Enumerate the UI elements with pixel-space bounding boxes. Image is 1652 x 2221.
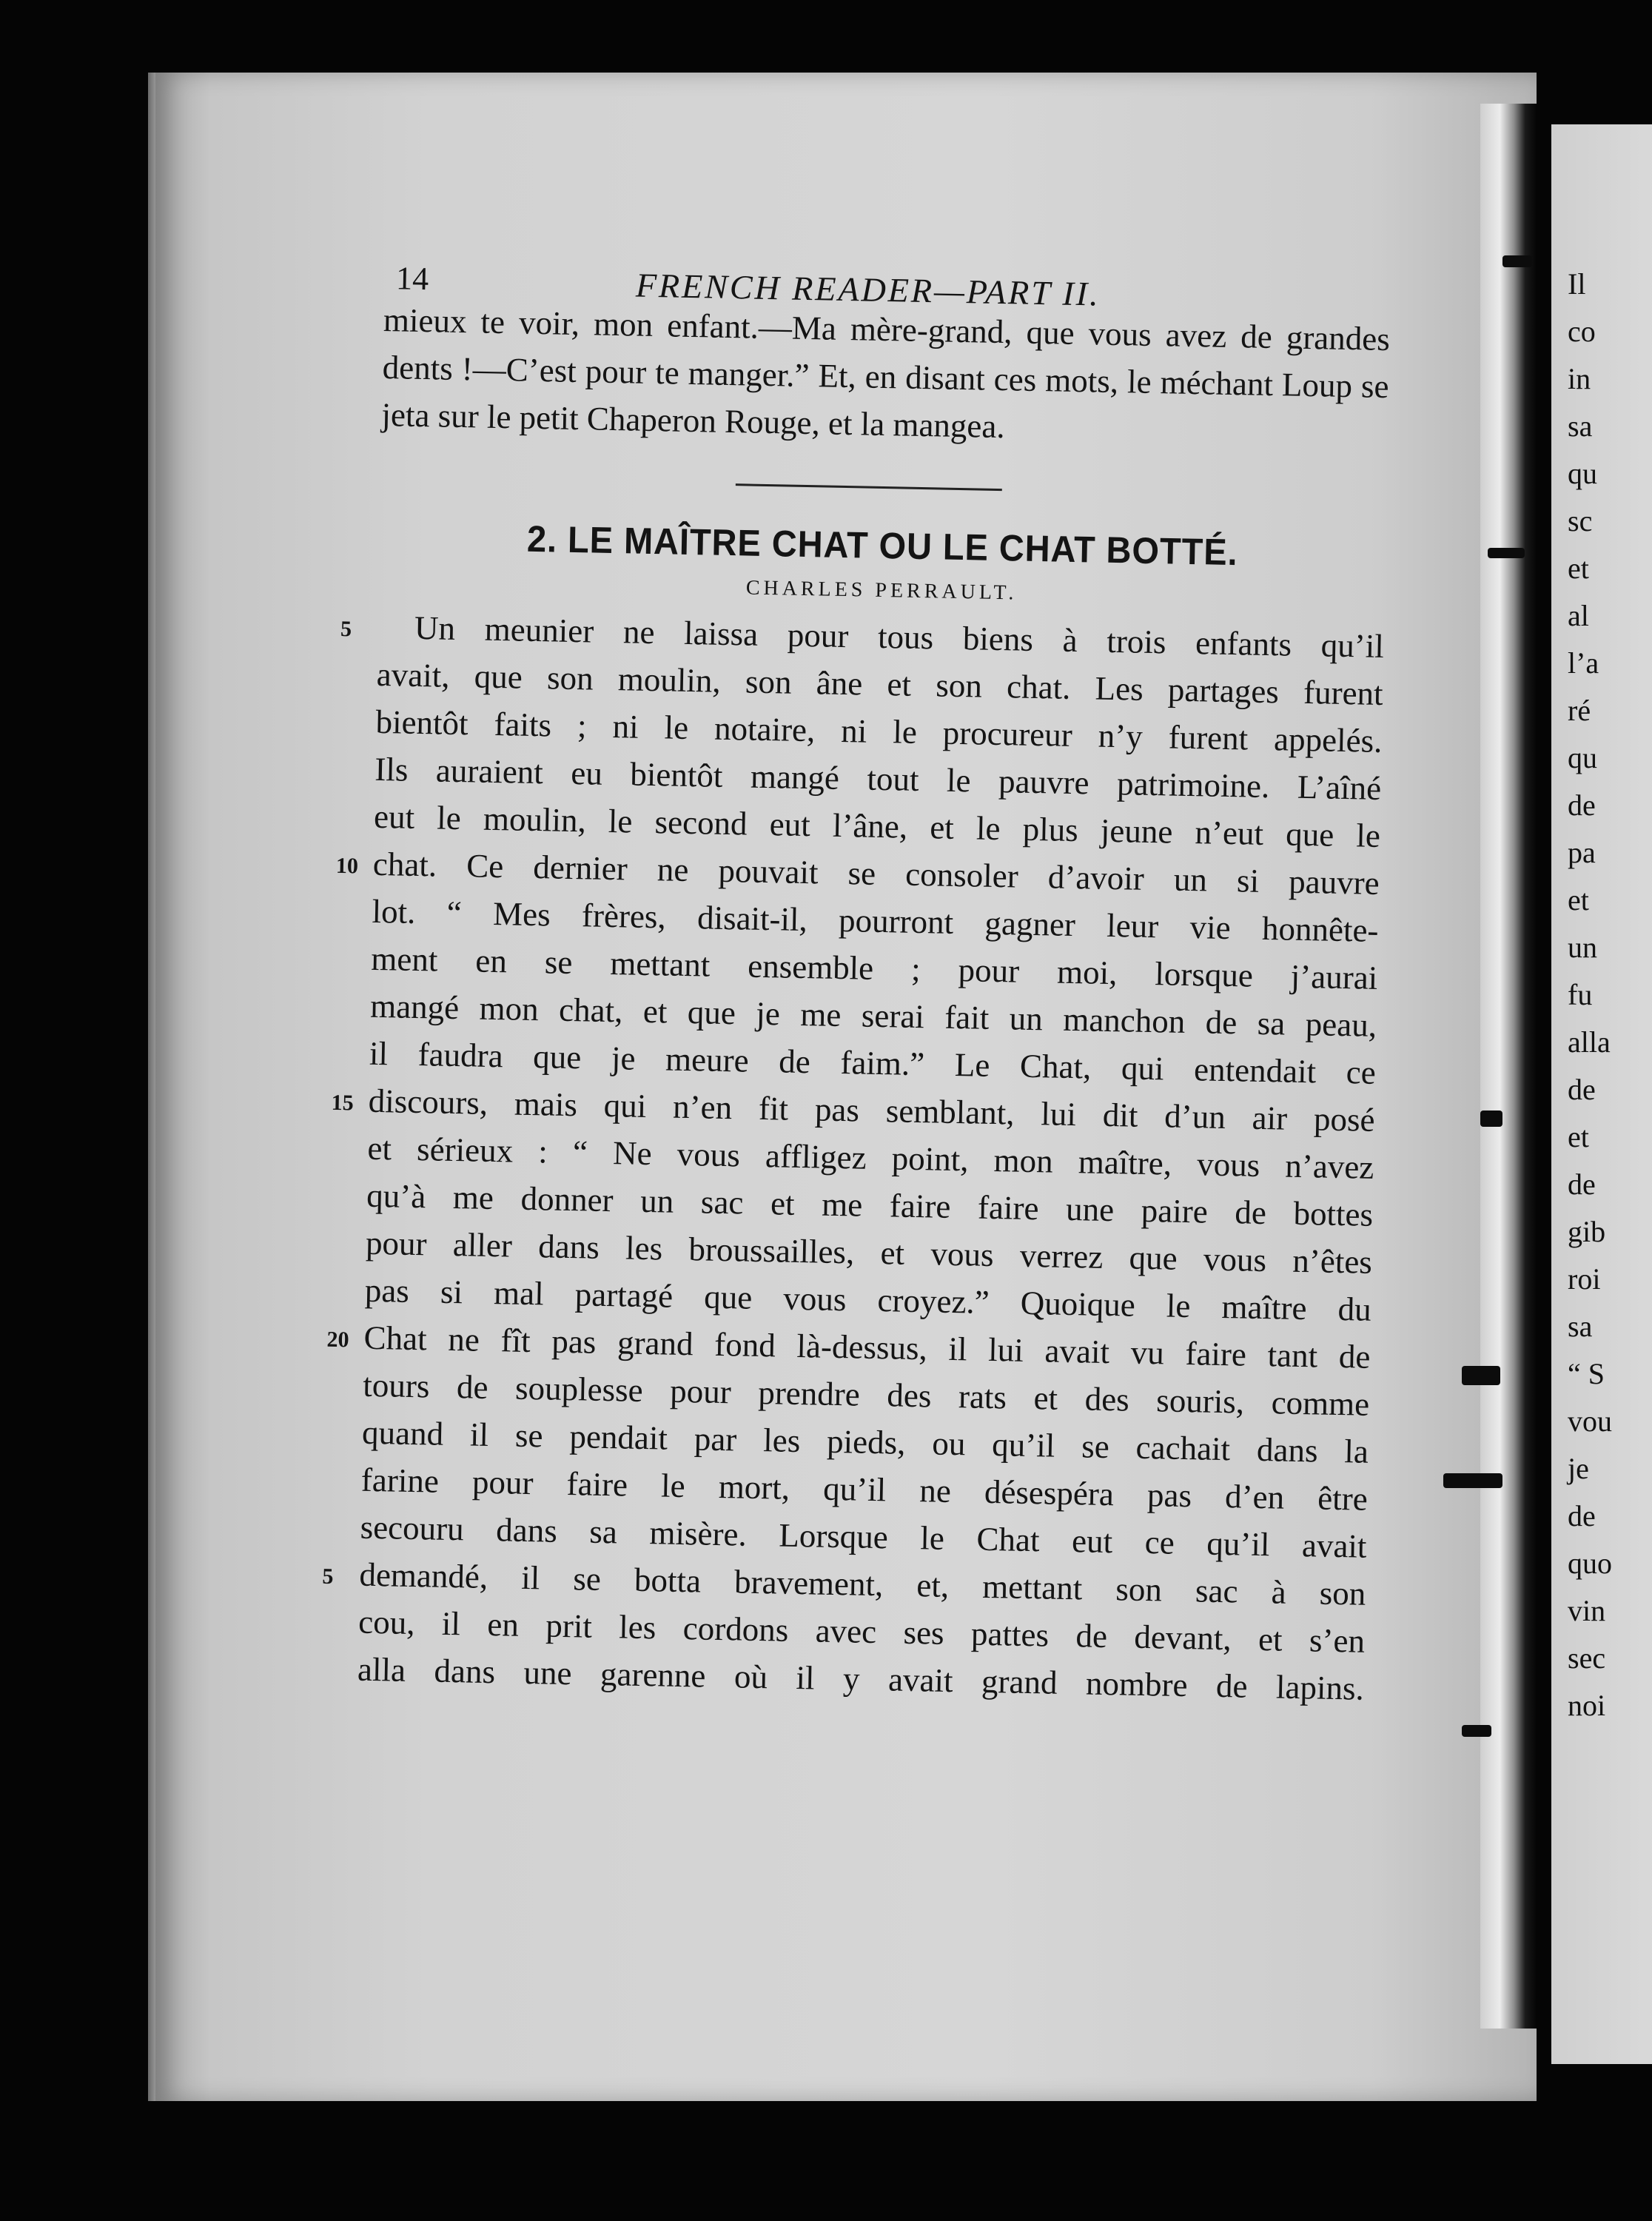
line-text: et sérieux : “ Ne vous affligez point, mon maître, vous n’avez (367, 1129, 1374, 1186)
facing-page-fragment: “ S (1568, 1357, 1605, 1390)
line-text: avait, que son moulin, son âne et son chat. Les partages furent (376, 655, 1384, 712)
line-text: quand il se pendait par les pieds, ou qu’il se cachait dans la (361, 1413, 1369, 1470)
line-text: Chat ne fît pas grand fond là-dessus, il lui avait vu faire tant de (363, 1319, 1371, 1376)
facing-page-fragment: de (1568, 1499, 1596, 1532)
facing-page-fragment: ré (1568, 694, 1591, 727)
facing-page-fragment: qu (1568, 457, 1597, 490)
line-text: ment en se mettant ensemble ; pour moi, lorsque j’aurai (370, 939, 1378, 996)
line-text: lot. “ Mes frères, disait-il, pourront gagner leur vie honnête- (372, 892, 1379, 949)
facing-page-fragment: de (1568, 1073, 1596, 1106)
facing-page-fragment: Il (1568, 267, 1586, 301)
line-text: tours de souplesse pour prendre des rats et des souris, comme (362, 1366, 1370, 1423)
line-text: eut le moulin, le second eut l’âne, et le plus jeune n’eut que le (373, 797, 1381, 854)
facing-page-fragment: co (1568, 315, 1596, 348)
line-text: alla dans une garenne où il y avait grand nombre de lapins. (357, 1650, 1365, 1707)
line-text: chat. Ce dernier ne pouvait se consoler d’avoir un si pauvre (372, 845, 1380, 902)
facing-page-fragment: qu (1568, 741, 1597, 774)
facing-page-fragment: vou (1568, 1404, 1612, 1438)
story-text (322, 603, 1385, 1712)
facing-page-fragment: noi (1568, 1689, 1606, 1722)
book-gutter (1480, 104, 1537, 2029)
line-text: bientôt faits ; ni le notaire, ni le procureur n’y furent appelés. (375, 703, 1383, 760)
binding-thread-mark (1502, 255, 1532, 267)
facing-page-fragment: et (1568, 1120, 1589, 1153)
line-text: pas si mal partagé que vous croyez.” Quoique le maître du (364, 1271, 1372, 1328)
facing-page-fragment: et (1568, 883, 1589, 917)
facing-page-fragment: vin (1568, 1594, 1606, 1627)
page-number: 14 (395, 260, 429, 298)
binding-thread-mark (1480, 1110, 1502, 1127)
line-text: discours, mais qui n’en fit pas semblant, lui dit d’un air posé (368, 1082, 1376, 1139)
facing-page-fragment: gib (1568, 1215, 1606, 1248)
page-content (322, 244, 1391, 1712)
facing-page-edge (1551, 124, 1652, 2064)
binding-thread-mark (1462, 1366, 1500, 1385)
line-text: secouru dans sa misère. Lorsque le Chat eut ce qu’il avait (360, 1508, 1367, 1565)
facing-page-fragment: fu (1568, 978, 1593, 1011)
facing-page-fragment: de (1568, 788, 1596, 822)
facing-page-fragment: al (1568, 599, 1589, 632)
line-number: 15 (331, 1090, 355, 1116)
line-text: qu’à me donner un sac et me faire faire une paire de bottes (366, 1176, 1374, 1233)
section-divider (736, 483, 1002, 491)
preceding-text: mieux te voir, mon enfant.—Ma mère-grand, que vous avez de grandes dents !—C’est pour te manger.” Et, en disant ces mots, le méchant Loup se jeta sur le petit Chaperon Rouge, et la mangea. (381, 301, 1391, 446)
story-title: 2. LE MAÎTRE CHAT OU LE CHAT BOTTÉ. (526, 517, 1239, 574)
line-text: il faudra que je meure de faim.” Le Chat, qui entendait ce (369, 1034, 1377, 1091)
facing-page-fragment: de (1568, 1168, 1596, 1201)
facing-page-fragment: pa (1568, 836, 1596, 869)
line-number: 5 (340, 616, 352, 642)
binding-thread-mark (1443, 1473, 1502, 1488)
story-author: CHARLES PERRAULT. (745, 576, 1018, 605)
preceding-paragraph (381, 296, 1390, 458)
line-number: 20 (326, 1327, 349, 1353)
line-text: Un meunier ne laissa pour tous biens à trois enfants qu’il (414, 609, 1385, 666)
facing-page-fragment: sa (1568, 1310, 1593, 1343)
line-text: farine pour faire le mort, qu’il ne désespéra pas d’en être (360, 1461, 1369, 1518)
line-text: demandé, il se botta bravement, et, mettant son sac à son (359, 1555, 1366, 1612)
line-text: pour aller dans les broussailles, et vous verrez que vous n’êtes (365, 1224, 1373, 1281)
line-number: 5 (322, 1564, 334, 1589)
line-text: Ils auraient eu bientôt mangé tout le pauvre patrimoine. L’aîné (374, 750, 1382, 807)
facing-page-fragment: sec (1568, 1641, 1606, 1675)
line-text: mangé mon chat, et que je me serai fait un manchon de sa peau, (369, 987, 1377, 1044)
facing-page-fragment: roi (1568, 1262, 1601, 1296)
line-number: 10 (335, 853, 359, 879)
binding-thread-mark (1462, 1725, 1491, 1737)
running-title: FRENCH READER—PART II. (635, 266, 1101, 313)
facing-page-fragment: in (1568, 362, 1591, 395)
facing-page-fragment: sa (1568, 409, 1593, 443)
facing-page-fragment: je (1568, 1452, 1589, 1485)
facing-page-fragment: et (1568, 552, 1589, 585)
facing-page-fragment: un (1568, 931, 1597, 964)
facing-page-fragment: alla (1568, 1025, 1611, 1059)
facing-page-fragment: quo (1568, 1547, 1612, 1580)
facing-page-fragment: sc (1568, 504, 1593, 537)
line-text: cou, il en prit les cordons avec ses pattes de devant, et s’en (357, 1603, 1366, 1660)
binding-thread-mark (1488, 548, 1525, 558)
facing-page-fragment: l’a (1568, 646, 1599, 680)
